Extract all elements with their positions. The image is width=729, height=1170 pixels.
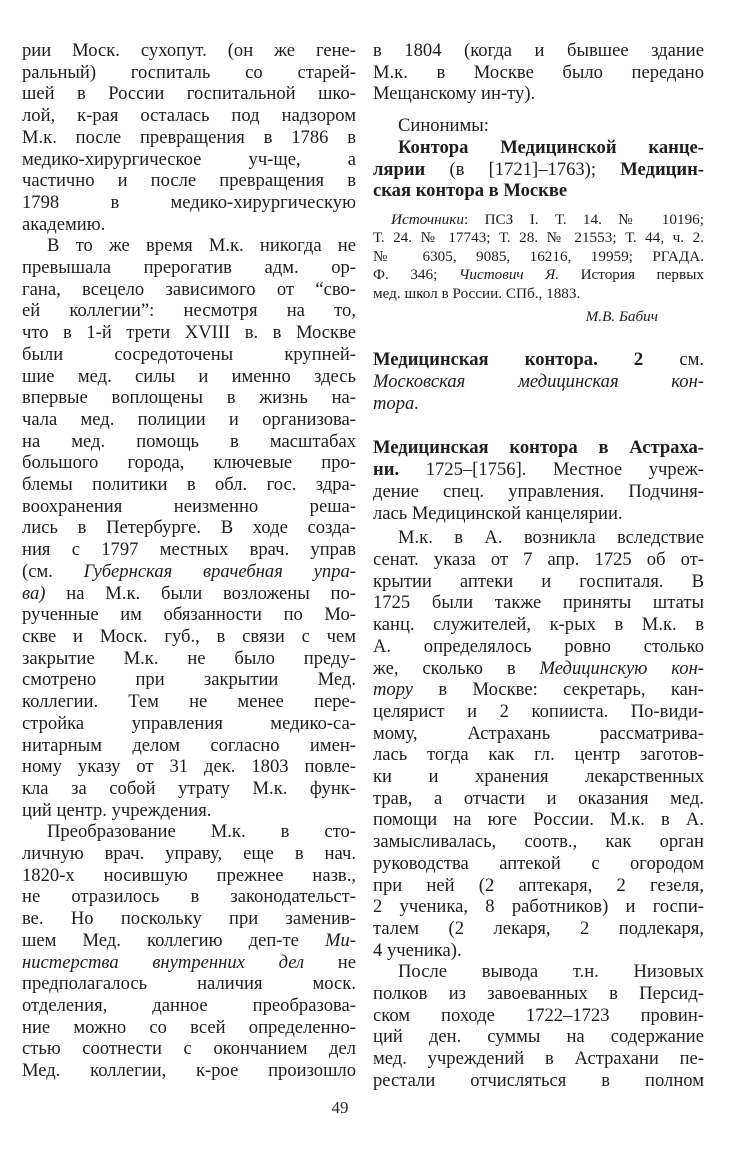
text-run: были сосредоточены крупней- [22,343,356,365]
text-line [22,691,356,713]
text-line [373,766,704,788]
text-run: Преобразование М.к. в сто- [47,821,356,843]
italic-text: Московская медицинская кон- [373,371,704,393]
text-line [373,527,704,549]
text-run: блемы политики в обл. гос. здра- [22,474,356,496]
text-run: большого города, ключевые про- [22,452,356,474]
text-run: ния с 1797 местных врач. управ [22,539,356,561]
text-run: в 1804 (когда и бывшее здание [373,40,704,61]
paragraph-body [22,235,356,821]
italic-text: Ми- [325,929,356,951]
text-line [22,214,356,236]
text-run: 2 ученика, 8 работников) и госпи- [373,896,704,918]
text-line [22,735,356,757]
text-line [373,679,704,701]
text-line [22,431,356,453]
text-run: М.к. в Москве было передано [373,61,704,83]
text-line [373,853,704,875]
text-run: канц. служителей, к-рых в М.к. в [373,614,704,636]
text-run: : ПСЗ I. Т. 14. № 10196; [463,210,704,228]
text-line [373,701,704,723]
text-run: лась Медицинской канцелярии. [373,502,623,524]
text-line [22,40,356,62]
text-line [373,809,704,831]
text-line [373,371,704,393]
text-run: чала мед. полиции и организова- [22,408,356,430]
text-line [373,437,704,459]
text-run: в Москве: секретарь, кан- [413,679,704,701]
text-run: шем Мед. коллегию деп-те [22,929,326,951]
text-line [373,896,704,918]
text-run: 1820-х носившую прежнее назв., [22,864,356,886]
italic-text: нистерства внутренних дел [22,951,305,973]
text-run: шей в России госпитальной шко- [22,83,356,105]
paragraph-sources [373,211,704,303]
text-run: что в 1-й трети XVIII в. в Москве [22,322,356,344]
paragraph-continuation [373,40,704,105]
text-line [22,1060,356,1082]
text-run: не отразилось в законодательст- [22,886,356,908]
text-run: Ф. 346; [373,266,459,284]
text-run: ском походе 1722–1723 провин- [373,1004,704,1026]
italic-text: тора. [373,392,419,414]
text-run: при ней (2 аптекаря, 2 гезеля, [373,874,704,896]
text-line [22,713,356,735]
text-run: предполагалось наличия моск. [22,973,356,995]
text-run: Мед. коллегии, к-рое произошло [22,1060,356,1082]
bold-text: Медицинская контора в Астраха- [373,437,704,459]
text-line [373,159,704,181]
text-line [22,973,356,995]
paragraph-synonyms-heading [373,115,704,137]
text-run: дение спец. управления. Подчиня- [373,480,704,502]
text-column-left [22,40,356,1082]
text-run: закрытие М.к. не было преду- [22,647,356,669]
text-run: мед. учреждений в Астрахани пе- [373,1048,704,1070]
paragraph-body-tight [373,527,704,961]
text-line [373,285,704,303]
text-line [22,952,356,974]
text-run: же, сколько в [373,657,540,679]
text-line [373,658,704,680]
text-run: замысливалась, соотв., как орган [373,831,704,853]
text-line [22,886,356,908]
text-line [22,170,356,192]
text-run: ки и хранения лекарственных [373,766,704,788]
italic-text: Губернская врачебная упра- [83,560,357,582]
text-line [373,918,704,940]
text-line [22,604,356,626]
text-run: полков из завоеванных в Персид- [373,983,704,1005]
text-run: не [304,951,356,973]
text-line [373,211,704,229]
text-line [373,503,704,525]
italic-text: тору [373,679,414,701]
text-line [22,561,356,583]
text-line [373,940,704,962]
text-run: лой, к-рая осталась под надзором [22,105,356,127]
italic-text: Медицинскую кон- [539,657,705,679]
italic-text: Источники [391,210,464,228]
text-line [22,387,356,409]
text-line [22,344,356,366]
text-line [373,308,658,326]
text-line [22,821,356,843]
text-line [22,583,356,605]
text-line [373,393,704,415]
bold-text: ни. [373,459,400,481]
text-run: ние можно со всей определенно- [22,1016,356,1038]
text-run: воохранения неизменно реша- [22,495,356,517]
text-line [373,459,704,481]
text-run: трав, а отчасти и оказания мед. [373,787,704,809]
text-line [22,192,356,214]
text-line [22,995,356,1017]
text-column-right [373,40,704,1092]
text-line [373,481,704,503]
paragraph-signature [373,308,704,326]
paragraph-body [373,961,704,1091]
text-line [373,875,704,897]
text-run: 1725–[1756]. Местное учреж- [399,459,704,481]
text-line [22,452,356,474]
text-run: крытии аптеки и госпиталя. В [373,570,704,592]
text-line [22,865,356,887]
text-line [22,778,356,800]
text-line [22,669,356,691]
text-line [22,800,356,822]
text-run: ций ден. суммы на содержание [373,1026,704,1048]
text-run: на М.к. были возложены по- [45,582,356,604]
text-run: 4 ученика). [373,939,462,961]
text-run: превышала прерогатив адм. ор- [22,257,356,279]
text-run: отделения, данное преобразова- [22,994,356,1016]
text-line [373,40,704,62]
text-run: мому, Астрахань рассматрива- [373,722,704,744]
text-line [373,1026,704,1048]
page-number: 49 [331,1098,349,1117]
text-line [22,756,356,778]
text-run: академию. [22,213,106,235]
paragraph-entry [373,349,704,414]
text-line [22,149,356,171]
text-run: (см. [22,560,84,582]
text-run: стью соотнести с окончанием дел [22,1038,356,1060]
text-run: Синонимы: [398,115,489,137]
text-line [22,626,356,648]
bold-text: лярии [373,158,426,180]
text-line [22,279,356,301]
text-run: личную врач. управу, еще в нач. [22,843,356,865]
text-run: История первых [559,266,704,284]
italic-text: М.В. Бабич [585,307,658,325]
text-run: ций центр. учреждения. [22,799,212,821]
text-line [22,409,356,431]
text-line [22,843,356,865]
text-run: Мещанскому ин-ту). [373,83,536,105]
text-run: 1725 были также приняты штаты [373,592,704,614]
text-run: М.к. в А. возникла вследствие [398,527,704,549]
text-line [22,322,356,344]
text-line [22,539,356,561]
text-line [22,83,356,105]
text-line [22,105,356,127]
text-run: стройка управления медико-са- [22,712,356,734]
text-run: на мед. помощь в масштабах [22,430,356,452]
text-run: кла за собой утрату М.к. функ- [22,777,356,799]
text-run: смотрено при закрытии Мед. [22,669,356,691]
text-run: В то же время М.к. никогда не [47,235,356,257]
text-line [22,517,356,539]
text-line [373,1070,704,1092]
paragraph-body [22,821,356,1081]
text-run: нитарным делом согласно имен- [22,734,356,756]
text-line [22,127,356,149]
bold-text: Медицинская контора. 2 [373,349,644,371]
text-line [373,83,704,105]
text-run: медико-хирургическое уч-ще, а [22,148,356,170]
paragraph-continuation [22,40,356,235]
text-line [373,180,704,202]
text-line [373,137,704,159]
paragraph-synonyms-list [373,137,704,202]
text-line [373,115,704,137]
text-line [22,62,356,84]
text-run: ве. Но поскольку при заменив- [22,908,356,930]
bold-text: Медицин- [620,158,704,180]
text-line [22,474,356,496]
text-line [373,571,704,593]
text-line [373,831,704,853]
text-line [22,930,356,952]
text-run: шие мед. силы и именно здесь [22,365,356,387]
text-line [22,908,356,930]
text-run: частично и после превращения в [22,170,356,192]
text-line [22,257,356,279]
text-line [373,1005,704,1027]
text-run: целярист и 2 копииста. По-види- [373,700,704,722]
text-run: ному указу от 31 дек. 1803 повле- [22,756,356,778]
text-line [373,229,704,247]
text-run: ей коллегии”: несмотря на то, [22,300,356,322]
italic-text: ва) [22,582,46,604]
bold-text: Контора Медицинской канце- [398,136,704,158]
text-line [373,744,704,766]
text-run: талем (2 лекаря, 2 подлекаря, [373,917,704,939]
text-run: лась тогда как гл. центр заготов- [373,744,704,766]
text-run: руководства аптекой с огородом [373,852,704,874]
text-run: После вывода т.н. Низовых [398,961,704,983]
text-line [373,961,704,983]
text-line [373,788,704,810]
text-run: впервые воплощены в жизнь на- [22,387,356,409]
text-run: рии Моск. сухопут. (он же гене- [22,40,356,61]
text-line [373,983,704,1005]
text-line [22,300,356,322]
text-run: лись в Петербурге. В ходе созда- [22,517,356,539]
text-run: помощи на юге России. М.к. в А. [373,809,704,831]
text-line [373,723,704,745]
text-line [373,549,704,571]
text-line [373,592,704,614]
text-line [22,1038,356,1060]
text-run: М.к. после превращения в 1786 в [22,126,356,148]
text-run: рестали отчисляться в полном [373,1069,704,1091]
text-run: (в [1721]–1763); [425,158,621,180]
paragraph-entry [373,437,704,524]
text-run: ральный) госпиталь со старей- [22,61,356,83]
text-line [373,349,704,371]
text-line [373,1048,704,1070]
text-line [22,235,356,257]
text-run: 1798 в медико-хирургическую [22,191,356,213]
text-run: скве и Моск. губ., в связи с чем [22,625,356,647]
italic-text: Чистович Я. [458,266,560,284]
text-line [22,648,356,670]
text-run: А. определялось ровно столько [373,635,704,657]
text-run: Т. 24. № 17743; Т. 28. № 21553; Т. 44, ч. 2. [373,229,704,247]
text-line [373,614,704,636]
text-run: гана, всецело зависимого от “сво- [22,278,356,300]
text-line [22,366,356,388]
text-run: № 6305, 9085, 16216, 19959; РГАДА. [373,247,704,265]
text-line [373,62,704,84]
text-line [373,248,704,266]
text-run: мед. школ в России. СПб., 1883. [373,284,581,302]
text-line [373,266,704,284]
bold-text: ская контора в Москве [373,180,568,202]
text-run: сенат. указа от 7 апр. 1725 об от- [373,548,704,570]
text-line [22,1017,356,1039]
text-run: рученные им обязанности по Мо- [22,604,356,626]
text-run: коллегии. Тем не менее пере- [22,691,356,713]
text-line [22,496,356,518]
text-line [373,636,704,658]
text-run: см. [643,349,704,371]
